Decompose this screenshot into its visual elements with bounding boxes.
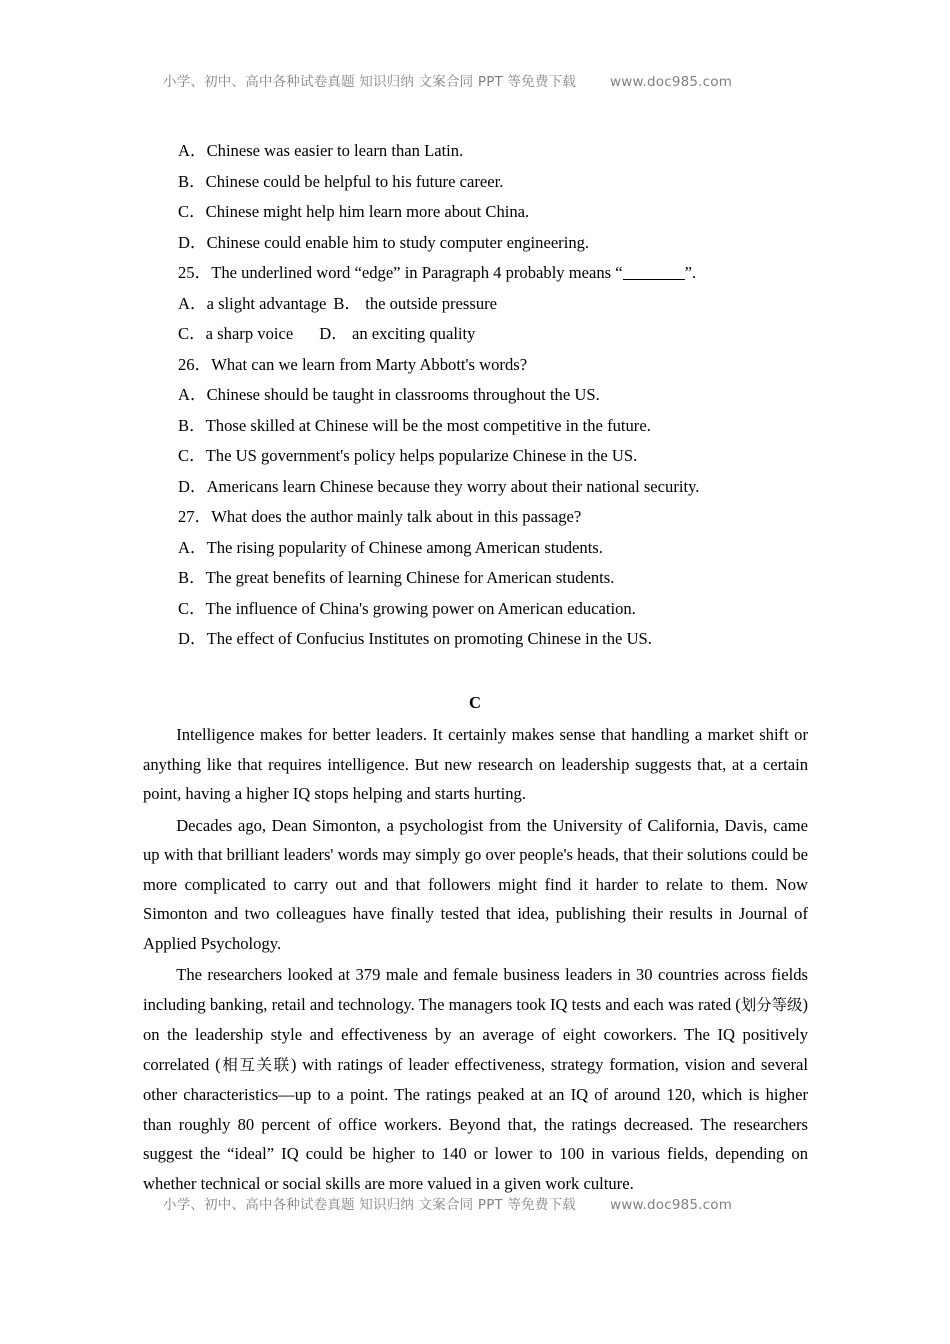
- passage-paragraph-3: [143, 960, 808, 1198]
- option-text: The US government's policy helps popularize Chinese in the US.: [205, 446, 638, 465]
- option-text: Chinese should be taught in classrooms throughout the US.: [206, 385, 600, 404]
- option-text: The effect of Confucius Institutes on promoting Chinese in the US.: [206, 629, 652, 648]
- option-marker: D．: [319, 324, 348, 343]
- option-item: [178, 472, 818, 503]
- option-item: [178, 624, 818, 655]
- question-text: The underlined word “edge” in Paragraph 4 probably means “: [211, 263, 623, 282]
- option-text: Americans learn Chinese because they worry about their national security.: [206, 476, 700, 496]
- option-text: a slight advantage: [206, 293, 327, 313]
- option-marker: B．: [333, 293, 362, 313]
- option-item: [178, 136, 818, 167]
- passage-gloss-2: 相互关联: [220, 1055, 291, 1074]
- passage-p3-segment-1: The researchers looked at 379 male and female business leaders in 30 countries across fields including banking, retail and technology. The managers took IQ tests and each was rated (: [143, 965, 808, 1014]
- option-text: The rising popularity of Chinese among American students.: [206, 537, 603, 557]
- option-marker: A．: [178, 141, 207, 160]
- option-marker: C．: [178, 202, 206, 221]
- multiple-choice-block: [178, 136, 818, 655]
- passage-p3-segment-2: ) on the leadership style and effectiveness by an average of eight coworkers. The IQ positively correlated (: [143, 994, 808, 1074]
- option-item: [178, 563, 818, 594]
- passage-p3-segment-3: ) with ratings of leader effectiveness, strategy formation, vision and several other characteristics—up to a point. The ratings peaked at an IQ of around 120, which is higher than roughly 80 percent of office workers. Beyond that, the ratings decreased. The researchers suggest the “ideal” IQ could be higher to 140 or lower to 100 in various fields, depending on whether technical or social skills are more valued in a given work culture.: [143, 1054, 808, 1193]
- question-text: What does the author mainly talk about in this passage?: [211, 507, 582, 526]
- question-text: What can we learn from Marty Abbott's words?: [211, 354, 528, 374]
- passage-gloss-1: 划分等级: [740, 995, 803, 1014]
- passage-paragraph-2: Decades ago, Dean Simonton, a psychologist from the University of California, Davis, came up with that brilliant leaders' words may simply go over people's heads, that their solutions could be more complicated to carry out and that followers might find it harder to relate to them. Now Simonton and two colleagues have finally tested that idea, publishing their results in Journal of Applied Psychology.: [143, 815, 808, 953]
- option-text: Chinese was easier to learn than Latin.: [206, 141, 464, 160]
- option-item: [178, 594, 818, 625]
- option-text: Chinese could enable him to study computer engineering.: [206, 232, 590, 252]
- option-text: The influence of China's growing power on American education.: [205, 598, 636, 618]
- option-text: The great benefits of learning Chinese for American students.: [205, 568, 615, 587]
- header-watermark-url: www.doc985.com: [610, 74, 733, 90]
- option-marker: D．: [178, 232, 207, 252]
- question-25-stem: [178, 258, 818, 289]
- question-number: 27．: [178, 507, 212, 526]
- reading-passage: [143, 720, 808, 1198]
- answer-blank: [623, 279, 685, 280]
- question-26-stem: [178, 350, 818, 381]
- option-marker: D．: [178, 629, 207, 648]
- option-marker: B．: [178, 568, 206, 587]
- question-number: 26．: [178, 354, 212, 374]
- option-marker: C．: [178, 598, 206, 618]
- option-item: [178, 380, 818, 411]
- option-text: Chinese could be helpful to his future career.: [205, 171, 504, 191]
- option-marker: B．: [178, 171, 206, 191]
- question-25-options-row-2: [178, 319, 818, 350]
- option-marker: A．: [178, 293, 207, 313]
- header-watermark-text: 小学、初中、高中各种试卷真题 知识归纳 文案合同 PPT 等免费下载: [163, 74, 576, 90]
- option-item: [178, 441, 818, 472]
- passage-paragraph-1: Intelligence makes for better leaders. It certainly makes sense that handling a market shift or anything like that requires intelligence. But new research on leadership suggests that, at a certain point, having a higher IQ stops helping and starts hurting.: [143, 725, 808, 803]
- option-text: Those skilled at Chinese will be the most competitive in the future.: [205, 415, 651, 435]
- question-number: 25．: [178, 263, 212, 282]
- option-item: [178, 167, 818, 198]
- option-marker: C．: [178, 324, 206, 343]
- footer-watermark-text: 小学、初中、高中各种试卷真题 知识归纳 文案合同 PPT 等免费下载: [163, 1197, 576, 1213]
- option-text: an exciting quality: [351, 324, 476, 343]
- option-item: [178, 533, 818, 564]
- option-text: a sharp voice: [205, 324, 294, 343]
- header-watermark: [163, 70, 823, 90]
- question-text-tail: ”.: [684, 263, 697, 282]
- question-25-options-row-1: [178, 289, 818, 320]
- section-heading: C: [469, 693, 481, 712]
- option-marker: A．: [178, 537, 207, 557]
- option-text: the outside pressure: [365, 293, 498, 313]
- question-27-stem: [178, 502, 818, 533]
- option-marker: B．: [178, 415, 206, 435]
- footer-watermark: [163, 1193, 823, 1213]
- option-item: [178, 197, 818, 228]
- option-item: [178, 228, 818, 259]
- option-marker: C．: [178, 446, 206, 465]
- option-marker: D．: [178, 476, 207, 496]
- option-marker: A．: [178, 385, 207, 404]
- option-item: [178, 411, 818, 442]
- option-text: Chinese might help him learn more about China.: [205, 202, 530, 221]
- footer-watermark-url: www.doc985.com: [610, 1197, 733, 1213]
